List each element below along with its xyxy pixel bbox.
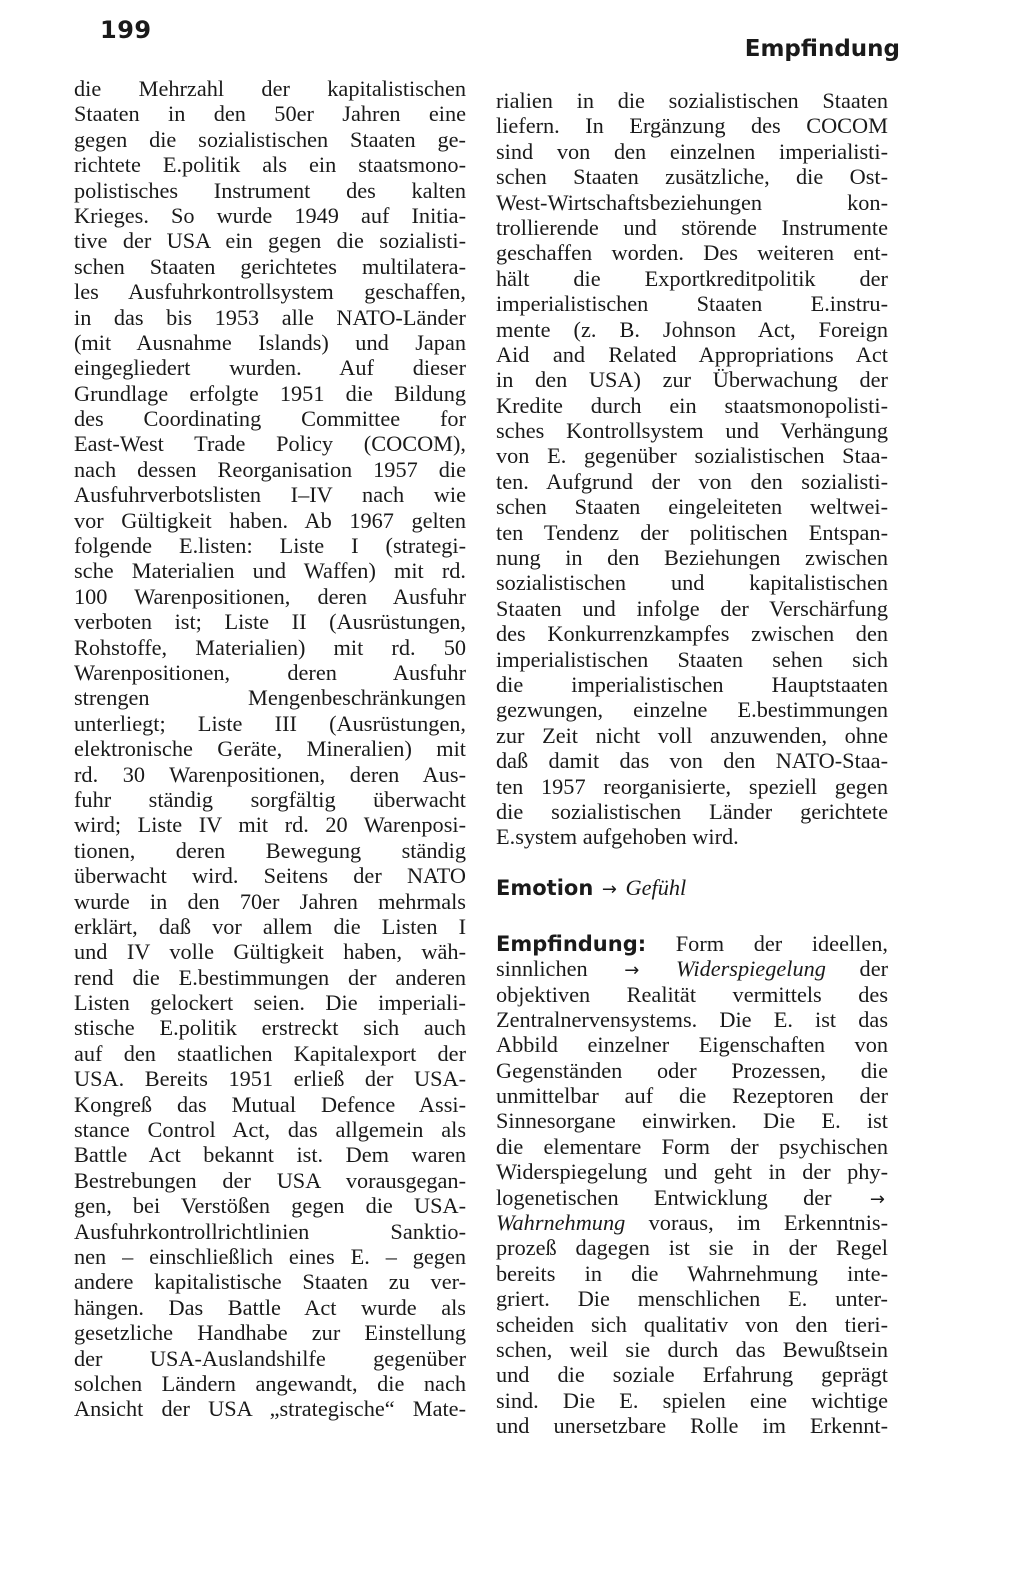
text-line: Ausfuhrkontrollrichtlinien Sanktio-	[74, 1218, 466, 1244]
right-column	[496, 88, 888, 1439]
text-line: nen – einschließlich eines E. – gegen	[74, 1243, 466, 1269]
text-line: bereits in die Wahrnehmung inte-	[496, 1260, 888, 1286]
text-line: gesetzliche Handhabe zur Einstellung	[74, 1320, 466, 1346]
text-line: fuhr ständig sorgfältig überwacht	[74, 786, 466, 812]
text-line: Rohstoffe, Materialien) mit rd. 50	[74, 634, 466, 660]
text-line: elektronische Geräte, Mineralien) mit	[74, 736, 466, 762]
text-line: Zentralnervensystems. Die E. ist das	[496, 1006, 888, 1032]
left-column	[74, 76, 466, 1422]
text-line: Warenpositionen, deren Ausfuhr	[74, 659, 466, 685]
text-line: gegen die sozialistischen Staaten ge-	[74, 126, 466, 152]
text-line: unmittelbar auf die Rezeptoren der	[496, 1083, 888, 1109]
text-line: prozeß dagegen ist sie in der Regel	[496, 1235, 888, 1261]
entry-empfindung	[496, 931, 888, 1439]
text-line: polistisches Instrument des kalten	[74, 177, 466, 203]
text-line: erklärt, daß vor allem die Listen I	[74, 913, 466, 939]
text-line: schen Staaten zusätzliche, die Ost-	[496, 164, 888, 190]
text-line: (mit Ausnahme Islands) und Japan	[74, 329, 466, 355]
cross-reference-arrow: →	[601, 878, 617, 900]
text-line: ten 1957 reorganisierte, speziell gegen	[496, 773, 888, 799]
entry-body	[496, 1235, 888, 1438]
text-line: auf den staatlichen Kapitalexport der	[74, 1040, 466, 1066]
text-line: und die soziale Erfahrung geprägt	[496, 1362, 888, 1388]
text-line: überwacht wird. Seitens der NATO	[74, 863, 466, 889]
text-line: griert. Die menschlichen E. unter-	[496, 1286, 888, 1312]
text-line: Kongreß das Mutual Defence Assi-	[74, 1091, 466, 1117]
text-line: in den USA) zur Überwachung der	[496, 367, 888, 393]
text-line: rd. 30 Warenpositionen, deren Aus-	[74, 761, 466, 787]
text-line: wird; Liste IV mit rd. 20 Warenposi-	[74, 812, 466, 838]
text-line: Gegenständen oder Prozessen, die	[496, 1057, 888, 1083]
text-line: schen Staaten gerichtetes multilatera-	[74, 253, 466, 279]
entry-emotion	[496, 875, 888, 903]
text-line: Staaten in den 50er Jahren eine	[74, 101, 466, 127]
cross-reference-gefuehl[interactable]: Gefühl	[625, 874, 687, 900]
text-line: schen Staaten eingeleiteten weltwei-	[496, 494, 888, 520]
text-line: hängen. Das Battle Act wurde als	[74, 1294, 466, 1320]
text-line: die sozialistischen Länder gerichtete	[496, 798, 888, 824]
cross-reference-arrow: →	[624, 960, 640, 982]
text-line: sche Materialien und Waffen) mit rd.	[74, 558, 466, 584]
text-line: geschaffen worden. Des weiteren ent-	[496, 240, 888, 266]
text-line: in das bis 1953 alle NATO-Länder	[74, 304, 466, 330]
text-line: ten. Aufgrund der von den sozialisti-	[496, 468, 888, 494]
text-line: eingegliedert wurden. Auf dieser	[74, 355, 466, 381]
text-line: verboten ist; Liste II (Ausrüstungen,	[74, 609, 466, 635]
text-line: der USA-Auslandshilfe gegenüber	[74, 1345, 466, 1371]
text-line: schen, weil sie durch das Bewußtsein	[496, 1336, 888, 1362]
text-line: imperialistischen Staaten E.instru-	[496, 291, 888, 317]
entry-text: voraus, im Erkenntnis-	[648, 1210, 888, 1236]
text-line: Listen gelockert seien. Die imperiali-	[74, 990, 466, 1016]
text-line: folgende E.listen: Liste I (strategi-	[74, 533, 466, 559]
text-line: Krieges. So wurde 1949 auf Initia-	[74, 202, 466, 228]
text-line: Battle Act bekannt ist. Dem waren	[74, 1142, 466, 1168]
text-line: und IV volle Gültigkeit haben, wäh-	[74, 939, 466, 965]
text-line: liefern. In Ergänzung des COCOM	[496, 113, 888, 139]
text-line: daß damit das von den NATO-Staa-	[496, 748, 888, 774]
text-line: gen, bei Verstößen gegen die USA-	[74, 1193, 466, 1219]
text-line: mente (z. B. Johnson Act, Foreign	[496, 316, 888, 342]
text-line: Ausfuhrverbotslisten I–IV nach wie	[74, 482, 466, 508]
text-line: stance Control Act, das allgemein als	[74, 1117, 466, 1143]
text-line: Widerspiegelung und geht in der phy-	[496, 1159, 888, 1185]
page-number: 199	[100, 16, 152, 44]
text-line: West-Wirtschaftsbeziehungen kon-	[496, 189, 888, 215]
text-line: stische E.politik erstreckt sich auch	[74, 1015, 466, 1041]
text-line: nach dessen Reorganisation 1957 die	[74, 456, 466, 482]
text-line: les Ausfuhrkontrollsystem geschaffen,	[74, 279, 466, 305]
cross-reference-widerspiegelung[interactable]: Widerspiegelung	[676, 956, 826, 982]
text-line: die elementare Form der psychischen	[496, 1133, 888, 1159]
text-line: rialien in die sozialistischen Staaten	[496, 88, 888, 113]
text-line: hält die Exportkreditpolitik der	[496, 265, 888, 291]
text-line: ten Tendenz der politischen Entspan-	[496, 519, 888, 545]
text-line: sozialistischen und kapitalistischen	[496, 570, 888, 596]
text-line: imperialistischen Staaten sehen sich	[496, 646, 888, 672]
text-line: gezwungen, einzelne E.bestimmungen	[496, 697, 888, 723]
text-line: Staaten und infolge der Verschärfung	[496, 595, 888, 621]
entry-text: Form der ideellen,	[675, 930, 888, 956]
headword-emotion: Emotion	[496, 875, 594, 900]
text-line: nung in den Beziehungen zwischen	[496, 545, 888, 571]
entry-body	[496, 982, 888, 1211]
entry-text: sinnlichen	[496, 956, 588, 982]
continuation-text	[496, 88, 888, 850]
text-line: sind von den einzelnen imperialisti-	[496, 138, 888, 164]
text-line: rend die E.bestimmungen der anderen	[74, 964, 466, 990]
text-line: die imperialistischen Hauptstaaten	[496, 671, 888, 697]
text-line: tive der USA ein gegen die sozialisti-	[74, 228, 466, 254]
text-line: Sinnesorgane einwirken. Die E. ist	[496, 1108, 888, 1134]
text-line: und unersetzbare Rolle im Erkennt-	[496, 1413, 888, 1439]
entry-text: der	[859, 956, 889, 982]
text-line: vor Gültigkeit haben. Ab 1967 gelten	[74, 507, 466, 533]
entry-text: logenetischen Entwicklung der	[496, 1184, 832, 1210]
text-line: Ansicht der USA „strategische“ Mate-	[74, 1396, 466, 1422]
cross-reference-arrow: →	[869, 1188, 886, 1210]
headword-empfindung: Empfindung:	[496, 931, 647, 956]
text-line: Abbild einzelner Eigenschaften von	[496, 1032, 888, 1058]
running-head: Empfindung	[744, 36, 900, 62]
text-line: East-West Trade Policy (COCOM),	[74, 431, 466, 457]
text-line	[496, 1185, 888, 1210]
text-line: Grundlage erfolgte 1951 die Bildung	[74, 380, 466, 406]
text-line: unterliegt; Liste III (Ausrüstungen,	[74, 710, 466, 736]
text-line: trollierende und störende Instrumente	[496, 214, 888, 240]
text-line: die Mehrzahl der kapitalistischen	[74, 76, 466, 101]
text-line: Bestrebungen der USA vorausgegan-	[74, 1167, 466, 1193]
text-line: solchen Ländern angewandt, die nach	[74, 1370, 466, 1396]
text-line: sches Kontrollsystem und Verhängung	[496, 418, 888, 444]
text-line: scheiden sich qualitativ von den tieri-	[496, 1311, 888, 1337]
text-line: von E. gegenüber sozialistischen Staa-	[496, 443, 888, 469]
text-line: des Coordinating Committee for	[74, 406, 466, 432]
text-line: 100 Warenpositionen, deren Ausfuhr	[74, 583, 466, 609]
text-line: strengen Mengenbeschränkungen	[74, 685, 466, 711]
text-line: andere kapitalistische Staaten zu ver-	[74, 1269, 466, 1295]
text-line: objektiven Realität vermittels des	[496, 981, 888, 1007]
text-line: richtete E.politik als ein staatsmono-	[74, 152, 466, 178]
text-line: des Konkurrenzkampfes zwischen den	[496, 621, 888, 647]
text-line: Kredite durch ein staatsmonopolisti-	[496, 392, 888, 418]
text-line: wurde in den 70er Jahren mehrmals	[74, 888, 466, 914]
text-line: tionen, deren Bewegung ständig	[74, 837, 466, 863]
cross-reference-wahrnehmung[interactable]: Wahrnehmung	[496, 1210, 626, 1236]
text-line: zur Zeit nicht voll anzuwenden, ohne	[496, 722, 888, 748]
text-line: USA. Bereits 1951 erließ der USA-	[74, 1066, 466, 1092]
text-line: E.system aufgehoben wird.	[496, 824, 739, 850]
text-line: Aid and Related Appropriations Act	[496, 341, 888, 367]
text-line: sind. Die E. spielen eine wichtige	[496, 1387, 888, 1413]
